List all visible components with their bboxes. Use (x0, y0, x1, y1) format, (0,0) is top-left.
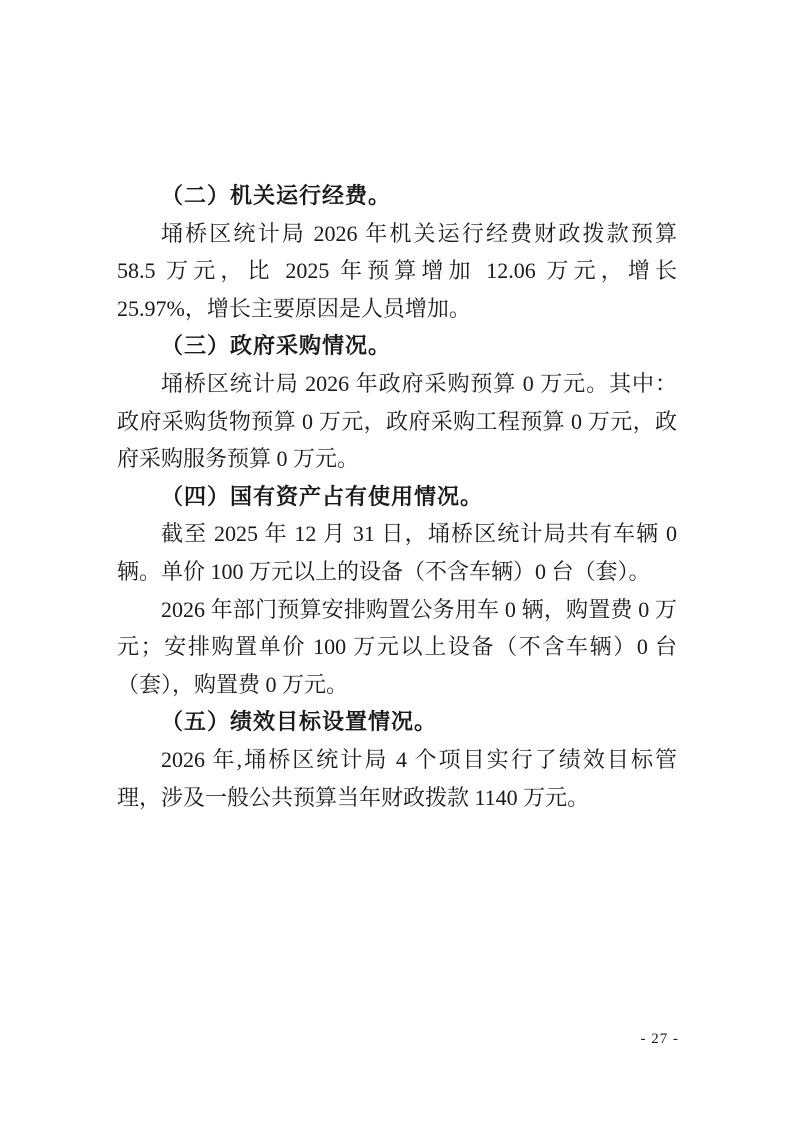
section-heading-organ-operating-expenses: （二）机关运行经费。 (161, 183, 392, 208)
section-heading-performance-targets: （五）绩效目标设置情况。 (161, 709, 438, 735)
section-performance-targets (117, 703, 677, 816)
paragraph: 2026 年部门预算安排购置公务用车 0 辆，购置费 0 万元；安排购置单价 100 万元以上设备（不含车辆）0 台（套），购置费 0 万元。 (117, 596, 677, 697)
document-content (117, 177, 677, 816)
paragraph: 埇桥区统计局 2026 年机关运行经费财政拨款预算 58.5 万元，比 2025 年预算增加 12.06 万元，增长 25.97%，增长主要原因是人员增加。 (117, 220, 677, 321)
paragraph: 截至 2025 年 12 月 31 日，埇桥区统计局共有车辆 0 辆。单价 100 万元以上的设备（不含车辆）0 台（套）。 (117, 521, 677, 584)
section-heading-state-owned-assets: （四）国有资产占有使用情况。 (161, 483, 484, 509)
section-state-owned-assets (117, 478, 677, 704)
section-heading-government-procurement: （三）政府采购情况。 (161, 333, 392, 359)
page-number: - 27 - (640, 1031, 679, 1047)
section-government-procurement (117, 327, 677, 477)
paragraph: 2026 年,埇桥区统计局 4 个项目实行了绩效目标管理，涉及一般公共预算当年财政拨款 1140 万元。 (117, 746, 677, 810)
section-organ-operating-expenses (117, 177, 677, 327)
paragraph: 埇桥区统计局 2026 年政府采购预算 0 万元。其中：政府采购货物预算 0 万元，政府采购工程预算 0 万元，政府采购服务预算 0 万元。 (117, 370, 677, 472)
